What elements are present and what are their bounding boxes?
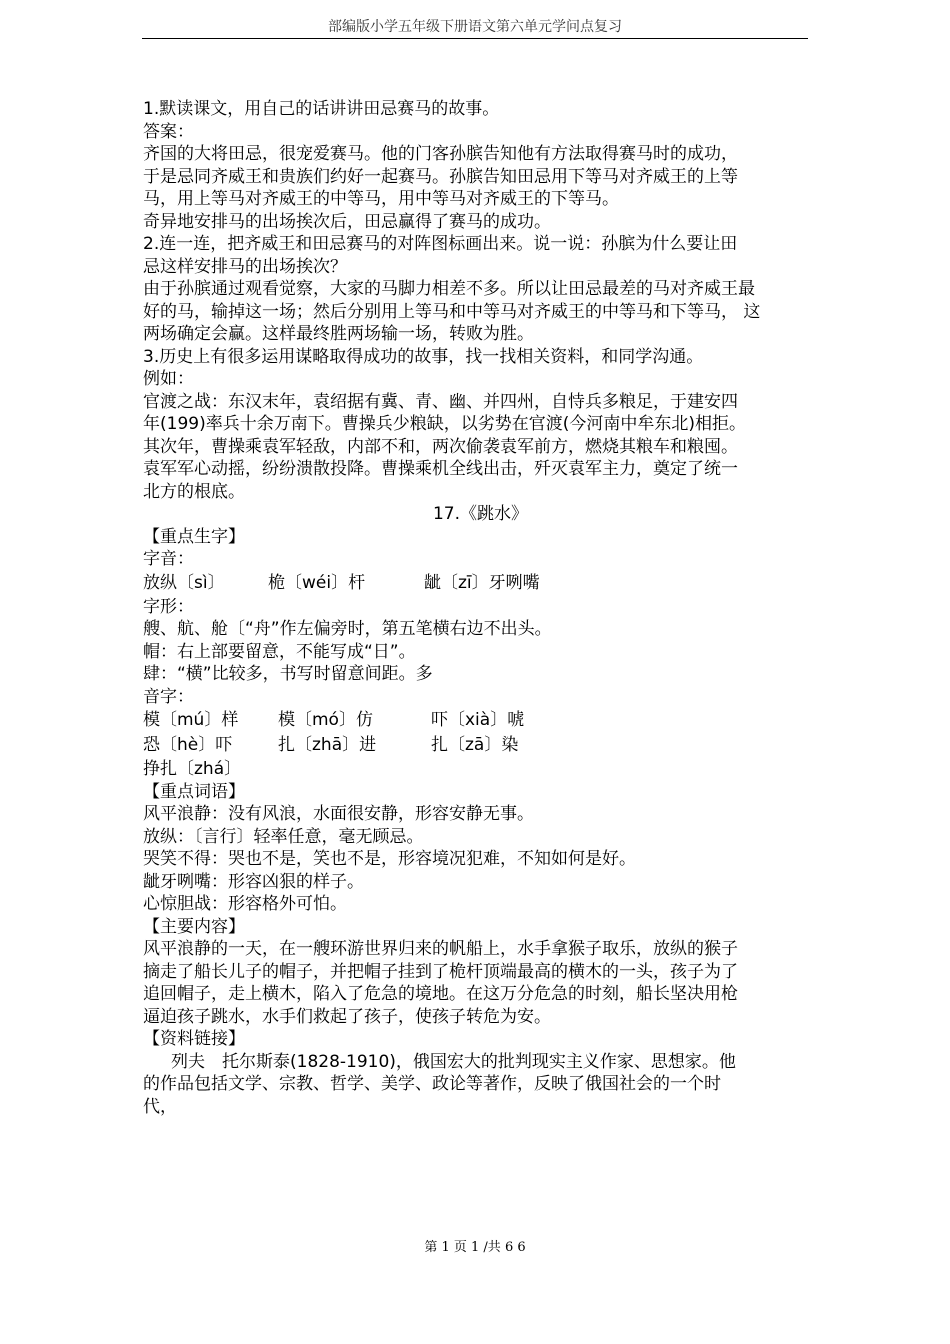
text-line: 代， bbox=[143, 1096, 177, 1117]
question-1: 1.默读课文，用自己的话讲讲田忌赛马的故事。 bbox=[143, 99, 500, 119]
text-line: 列夫 托尔斯泰(1828-1910)，俄国宏大的批判现实主义作家、思想家。他 bbox=[171, 1051, 736, 1072]
text-line: 北方的根底。 bbox=[143, 481, 245, 502]
text-line: 风平浪静：没有风浪，水面很安静，形容安静无事。 bbox=[143, 804, 534, 824]
text-line: 由于孙膑通过观看觉察，大家的马脚力相差不多。所以让田忌最差的马对齐威王最 bbox=[143, 279, 755, 299]
text-line: 肆：“横”比较多，书写时留意间距。多 bbox=[143, 664, 433, 684]
subheading-pronunciation: 字音： bbox=[143, 549, 194, 569]
text-line: 追回帽子，走上横木，陷入了危急的境地。在这万分危急的时刻，船长坚决用枪 bbox=[143, 984, 738, 1004]
section-heading-resources: 【资料链接】 bbox=[143, 1029, 245, 1049]
text-line: 忌这样安排马的出场挨次？ bbox=[143, 256, 347, 277]
text-line: 两场确定会赢。这样最终胜两场输一场，转败为胜。 bbox=[143, 324, 534, 344]
pinyin-item: 吓〔xià〕唬 bbox=[431, 710, 525, 731]
section-heading-summary: 【主要内容】 bbox=[143, 916, 245, 937]
pinyin-item: 龇〔zī〕牙咧嘴 bbox=[424, 572, 540, 593]
text-line: 摘走了船长儿子的帽子，并把帽子挂到了桅杆顶端最高的横木的一头，孩子为了 bbox=[143, 961, 738, 982]
text-line: 心惊胆战：形容格外可怕。 bbox=[143, 894, 347, 914]
pinyin-item: 放纵〔sì〕 bbox=[143, 572, 225, 593]
text-line: 于是忌同齐威王和贵族们约好一起赛马。孙膑告知田忌用下等马对齐威王的上等 bbox=[143, 166, 738, 187]
text-line: 的作品包括文学、宗教、哲学、美学、政论等著作，反映了俄国社会的一个时 bbox=[143, 1074, 721, 1094]
pinyin-row-1 bbox=[143, 571, 818, 596]
text-line: 齐国的大将田忌，很宠爱赛马。他的门客孙膑告知他有方法取得赛马时的成功， bbox=[143, 144, 738, 164]
pinyin-row-2 bbox=[143, 708, 818, 733]
pinyin-item: 模〔mú〕样 bbox=[143, 710, 239, 731]
subheading-polyphone: 音字： bbox=[143, 686, 194, 707]
text-line: 奇异地安排马的出场挨次后，田忌赢得了赛马的成功。 bbox=[143, 211, 551, 232]
pinyin-item: 模〔mó〕仿 bbox=[278, 710, 373, 731]
page-header: 部编版小学五年级下册语文第六单元学问点复习 bbox=[142, 16, 808, 39]
section-heading-vocabulary: 【重点词语】 bbox=[143, 781, 245, 802]
text-line: 马，用上等马对齐威王的中等马，用中等马对齐威王的下等马。 bbox=[143, 189, 619, 209]
text-line: 放纵：〔言行〕轻率任意，毫无顾忌。 bbox=[143, 826, 424, 847]
text-line: 风平浪静的一天，在一艘环游世界归来的帆船上，水手拿猴子取乐，放纵的猴子 bbox=[143, 939, 738, 959]
text-line: 帽：右上部要留意，不能写成“日”。 bbox=[143, 641, 416, 662]
pinyin-item: 扎〔zhā〕进 bbox=[278, 735, 377, 756]
section-heading-characters: 【重点生字】 bbox=[143, 526, 245, 547]
text-line: 挣扎〔zhá〕 bbox=[143, 759, 242, 779]
lesson-title: 17.《跳水》 bbox=[432, 504, 529, 524]
subheading-shape: 字形： bbox=[143, 596, 194, 617]
pinyin-item: 扎〔zā〕染 bbox=[431, 735, 519, 756]
pinyin-item: 桅〔wéi〕杆 bbox=[268, 572, 366, 593]
pinyin-item: 恐〔hè〕吓 bbox=[143, 735, 233, 756]
page-footer: 第 1 页 1 /共 6 6 bbox=[424, 1240, 526, 1255]
question-2: 2.连一连，把齐威王和田忌赛马的对阵图标画出来。说一说：孙膑为什么要让田 bbox=[143, 234, 738, 254]
text-line: 龇牙咧嘴：形容凶狠的样子。 bbox=[143, 871, 364, 892]
answer-label: 答案： bbox=[143, 121, 194, 142]
text-line: 年(199)率兵十余万南下。曹操兵少粮缺，以劣势在官渡(今河南中牟东北)相拒。 bbox=[143, 414, 746, 434]
text-line: 好的马，输掉这一场；然后分别用上等马和中等马对齐威王的中等马和下等马， 这 bbox=[143, 301, 761, 322]
text-line: 艘、航、舱〔“舟”作左偏旁时，第五笔横右边不出头。 bbox=[143, 619, 552, 639]
text-line: 官渡之战：东汉末年，袁绍据有冀、青、幽、并四州，自恃兵多粮足，于建安四 bbox=[143, 391, 738, 412]
text-line: 其次年，曹操乘袁军轻敌，内部不和，两次偷袭袁军前方，燃烧其粮车和粮囤。 bbox=[143, 436, 738, 457]
text-line: 逼迫孩子跳水，水手们救起了孩子，使孩子转危为安。 bbox=[143, 1006, 551, 1027]
document-body bbox=[143, 98, 818, 1118]
pinyin-row-3 bbox=[143, 733, 818, 758]
example-label: 例如： bbox=[143, 369, 194, 389]
text-line: 哭笑不得：哭也不是，笑也不是，形容境况犯难，不知如何是好。 bbox=[143, 849, 636, 869]
text-line: 袁军军心动摇，纷纷溃散投降。曹操乘机全线出击，歼灭袁军主力，奠定了统一 bbox=[143, 459, 738, 479]
question-3: 3.历史上有很多运用谋略取得成功的故事，找一找相关资料，和同学沟通。 bbox=[143, 346, 704, 367]
